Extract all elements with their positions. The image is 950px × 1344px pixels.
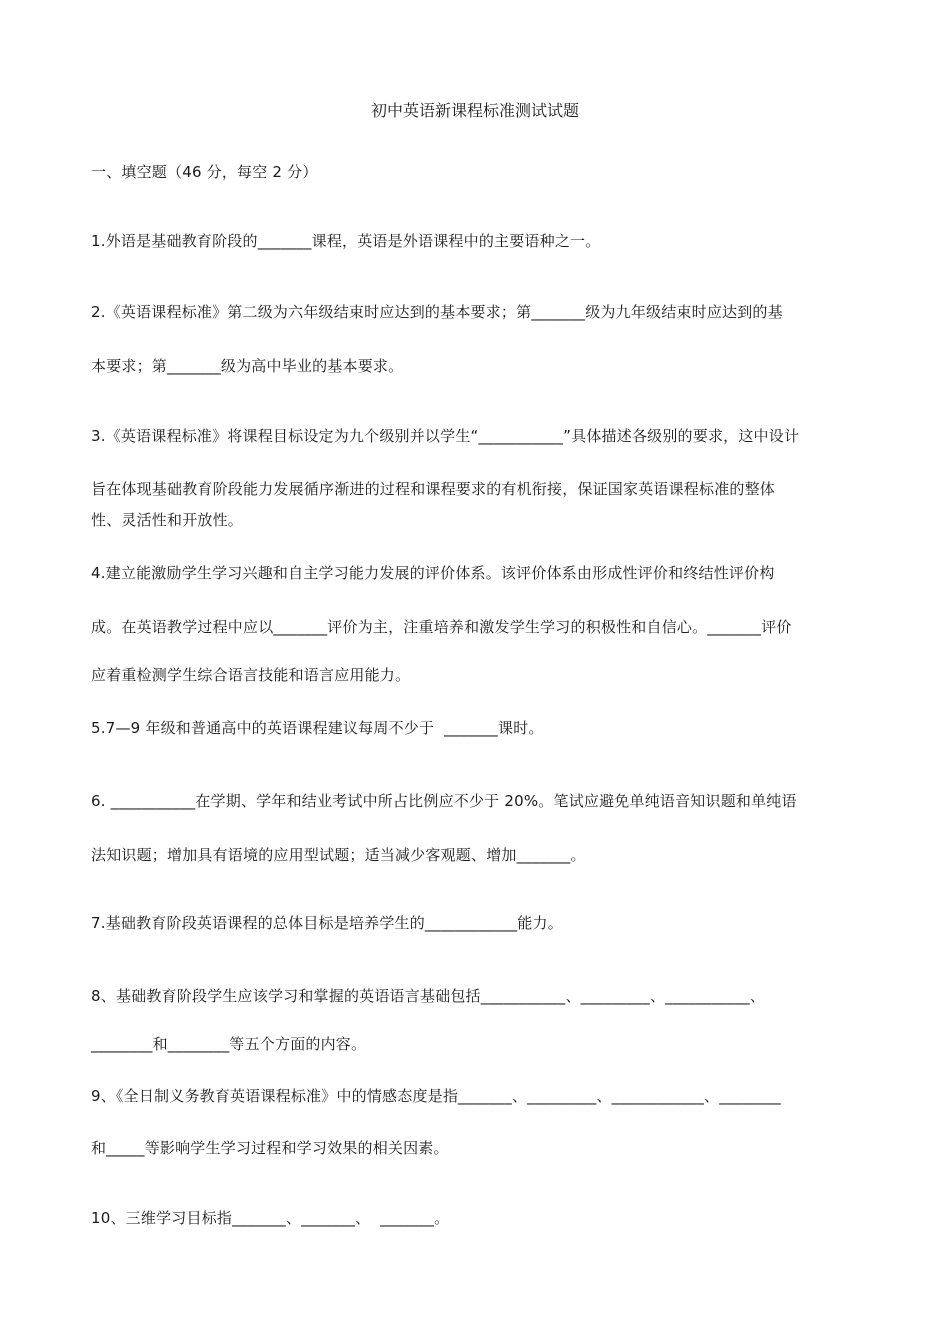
- question-10-line-1: 10、三维学习目标指_______、_______、 _______。: [91, 1209, 450, 1227]
- question-2-line-1: 2.《英语课程标准》第二级为六年级结束时应达到的基本要求；第_______级为九年级结束时应达到的基: [91, 303, 783, 321]
- section-heading: 一、填空题（46 分，每空 2 分）: [91, 163, 318, 181]
- document-title: 初中英语新课程标准测试试题: [370, 101, 579, 120]
- question-8-line-2: ________和________等五个方面的内容。: [91, 1035, 367, 1053]
- question-3-line-1: 3.《英语课程标准》将课程目标设定为九个级别并以学生“___________”具体描述各级别的要求，这中设计: [91, 427, 800, 445]
- question-3-line-3: 性、灵活性和开放性。: [91, 511, 244, 529]
- question-9-line-2: 和_____等影响学生学习过程和学习效果的相关因素。: [91, 1139, 449, 1157]
- question-3-line-2: 旨在体现基础教育阶段能力发展循序渐进的过程和课程要求的有机衔接，保证国家英语课程标准的整体: [91, 480, 776, 498]
- question-4-line-3: 应着重检测学生综合语言技能和语言应用能力。: [91, 666, 411, 684]
- question-9-line-1: 9、《全日制义务教育英语课程标准》中的情感态度是指_______、_________、____________、________: [91, 1087, 781, 1105]
- question-5-line-1: 5.7—9 年级和普通高中的英语课程建议每周不少于 _______课时。: [91, 719, 544, 737]
- question-4-line-1: 4.建立能激励学生学习兴趣和自主学习能力发展的评价体系。该评价体系由形成性评价和终结性评价构: [91, 564, 775, 582]
- question-4-line-2: 成。在英语教学过程中应以_______评价为主，注重培养和激发学生学习的积极性和自信心。_______评价: [91, 618, 792, 636]
- question-6-line-2: 法知识题；增加具有语境的应用型试题；适当减少客观题、增加_______。: [91, 846, 586, 864]
- question-1-line-1: 1.外语是基础教育阶段的_______课程，英语是外语课程中的主要语种之一。: [91, 232, 601, 250]
- question-7-line-1: 7.基础教育阶段英语课程的总体目标是培养学生的____________能力。: [91, 914, 563, 932]
- question-8-line-1: 8、基础教育阶段学生应该学习和掌握的英语语言基础包括___________、_________、___________、: [91, 987, 766, 1005]
- question-6-line-1: 6. ___________在学期、学年和结业考试中所占比例应不少于 20%。笔试应避免单纯语音知识题和单纯语: [91, 792, 797, 810]
- question-2-line-2: 本要求；第_______级为高中毕业的基本要求。: [91, 357, 404, 375]
